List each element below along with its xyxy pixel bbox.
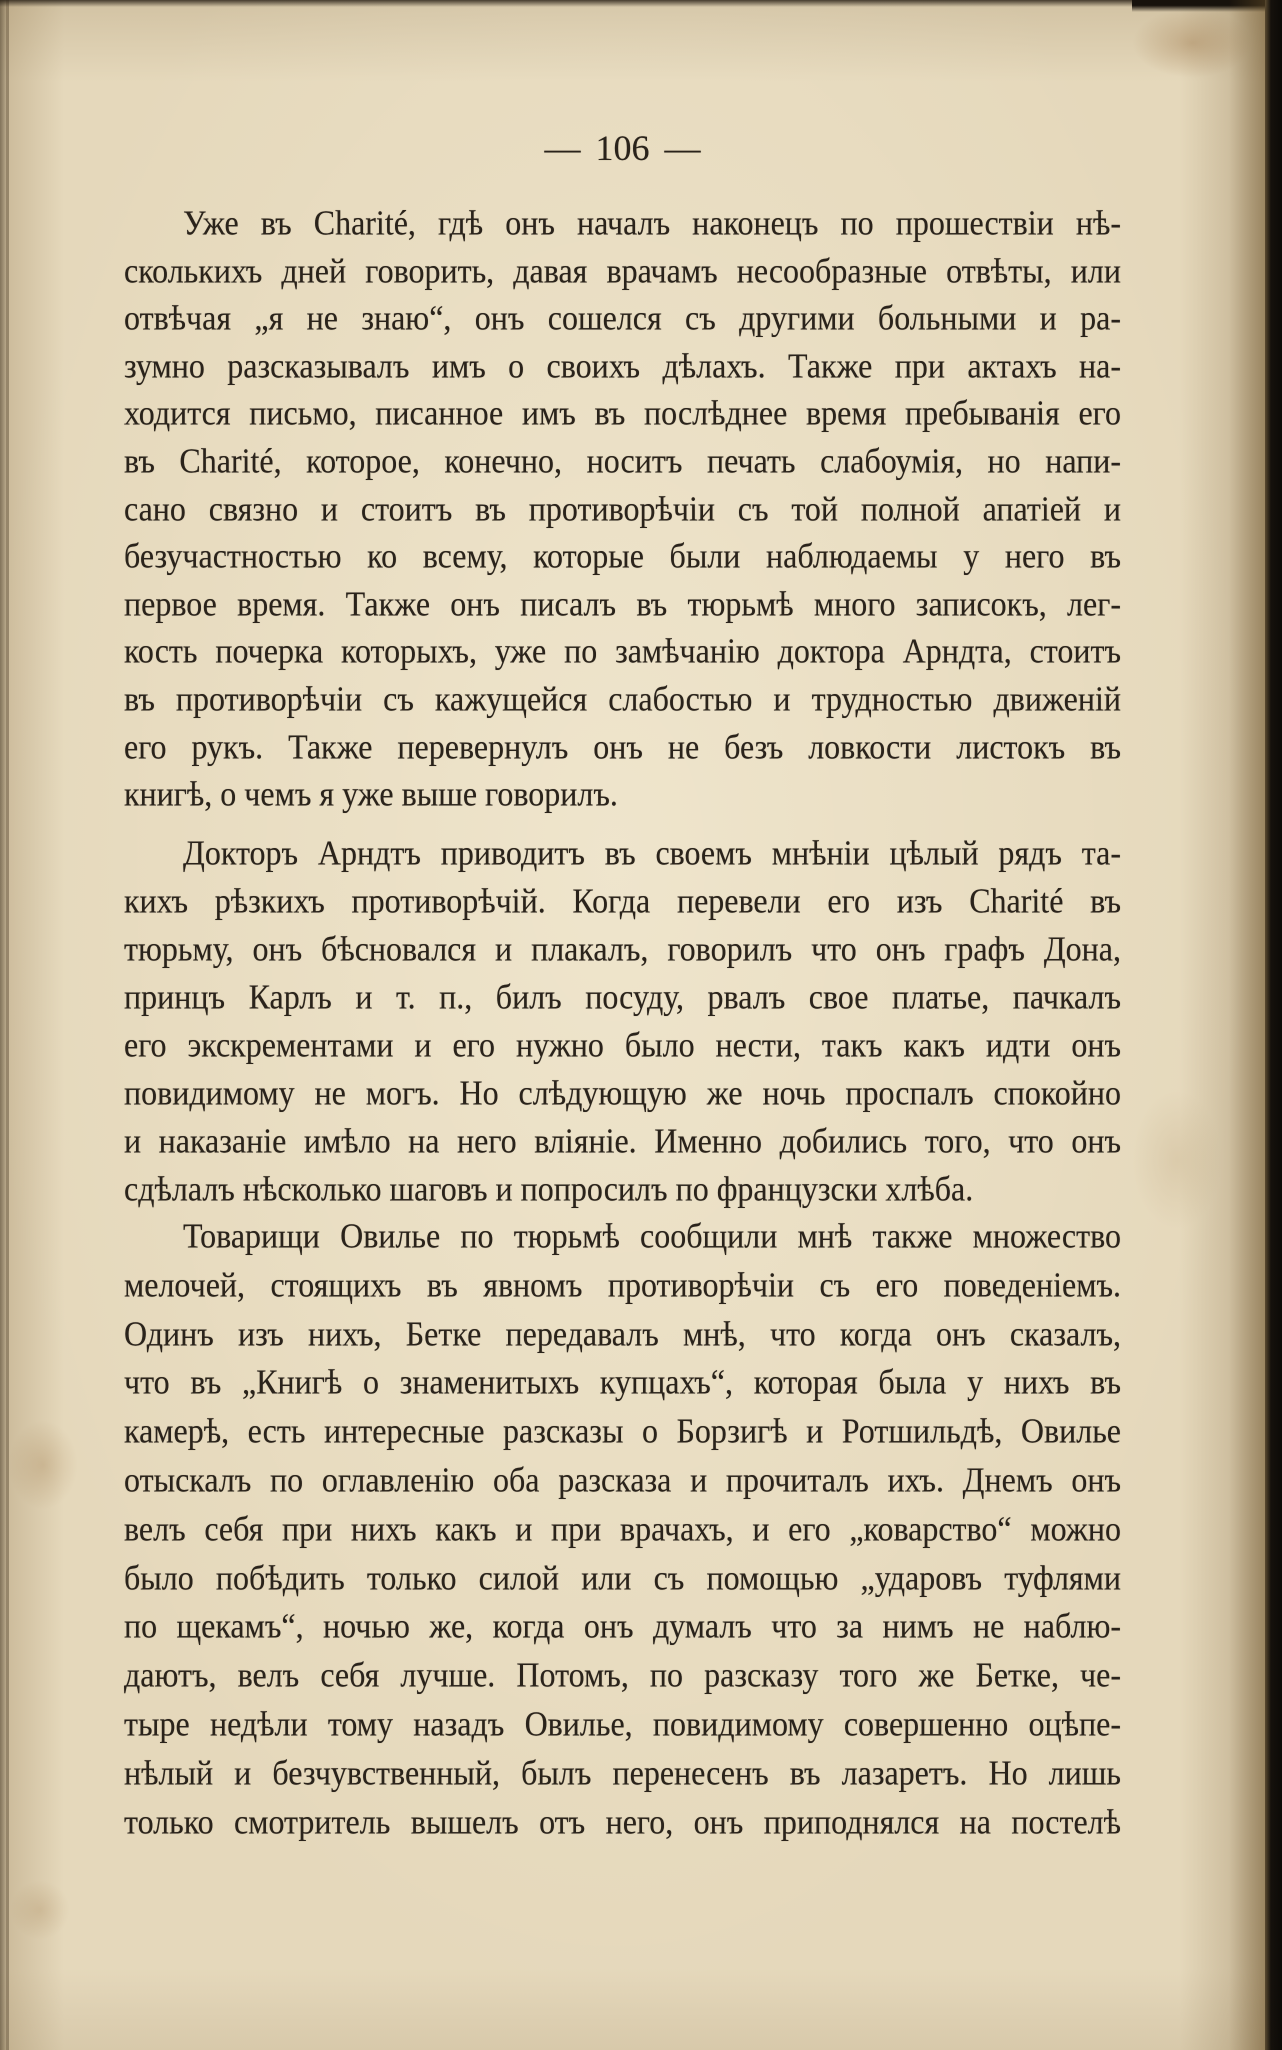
page-edge-right-shadow (1229, 0, 1265, 2050)
paper-stain (1132, 8, 1252, 78)
paragraph (124, 829, 1121, 1213)
text-line: по щекамъ“, ночью же, когда онъ думалъ что за нимъ не наблю- (124, 1606, 1121, 1646)
paragraph (124, 200, 1121, 819)
page-edge-right (1265, 0, 1282, 2050)
text-line: тыре недѣли тому назадъ Овилье, повидимому совершенно оцѣпе- (124, 1703, 1121, 1744)
paper-stain (1132, 1090, 1222, 1230)
page-number: — 106 — (544, 128, 701, 168)
text-line: книгѣ, о чемъ я уже выше говорилъ. (124, 773, 618, 814)
page-edge-top (0, 0, 1282, 7)
text-line: Докторъ Арндтъ приводитъ въ своемъ мнѣніи цѣлый рядъ та- (183, 832, 1121, 873)
text-line: его экскрементами и его нужно было нести, такъ какъ идти онъ (124, 1024, 1121, 1065)
text-line: кихъ рѣзкихъ противорѣчій. Когда перевели его изъ Charité въ (124, 880, 1121, 921)
text-line: принцъ Карлъ и т. п., билъ посуду, рвалъ свое платье, пачкалъ (124, 976, 1121, 1017)
text-line: отвѣчая „я не знаю“, онъ сошелся съ другими больными и ра- (124, 297, 1121, 338)
text-line: въ противорѣчіи съ кажущейся слабостью и трудностью движеній (124, 678, 1121, 719)
text-line: первое время. Также онъ писалъ въ тюрьмѣ много записокъ, лег- (124, 583, 1121, 623)
paragraph (124, 1212, 1121, 1846)
text-line: Товарищи Овилье по тюрьмѣ сообщили мнѣ также множество (183, 1215, 1121, 1256)
text-line: сано связно и стоитъ въ противорѣчіи съ той полной апатіей и (124, 488, 1121, 528)
text-line: Уже въ Charité, гдѣ онъ началъ наконецъ по прошествіи нѣ- (183, 202, 1121, 243)
text-line: безучастностью ко всему, которые были наблюдаемы у него въ (124, 535, 1121, 576)
text-line: камерѣ, есть интересные разсказы о Борзигѣ и Ротшильдѣ, Овилье (124, 1410, 1121, 1451)
text-line: Одинъ изъ нихъ, Бетке передавалъ мнѣ, что когда онъ сказалъ, (124, 1313, 1121, 1353)
text-line: что въ „Книгѣ о знаменитыхъ купцахъ“, которая была у нихъ въ (124, 1362, 1121, 1402)
text-line: даютъ, велъ себя лучше. Потомъ, по разсказу того же Бетке, че- (124, 1654, 1121, 1695)
text-line: повидимому не могъ. Но слѣдующую же ночь проспалъ спокойно (124, 1072, 1121, 1113)
text-line: сколькихъ дней говорить, давая врачамъ несообразные отвѣты, или (124, 250, 1121, 290)
text-line: отыскалъ по оглавленію оба разсказа и прочиталъ ихъ. Днемъ онъ (124, 1459, 1121, 1500)
text-line: его рукъ. Также перевернулъ онъ не безъ ловкости листокъ въ (124, 726, 1121, 766)
text-line: сдѣлалъ нѣсколько шаговъ и попросилъ по французски хлѣба. (124, 1168, 974, 1209)
text-line: было побѣдить только силой или съ помощью „ударовъ туфлями (124, 1557, 1121, 1597)
text-line: зумно разсказывалъ имъ о своихъ дѣлахъ. Также при актахъ на- (124, 345, 1121, 386)
text-line: тюрьму, онъ бѣсновался и плакалъ, говорилъ что онъ графъ Дона, (124, 928, 1121, 969)
text-line: въ Charité, которое, конечно, носитъ печать слабоумія, но напи- (124, 440, 1121, 481)
text-line: и наказаніе имѣло на него вліяніе. Именно добились того, что онъ (124, 1120, 1121, 1161)
text-line: только смотритель вышелъ отъ него, онъ приподнялся на постелѣ (124, 1801, 1121, 1841)
text-line: велъ себя при нихъ какъ и при врачахъ, и его „коварство“ можно (124, 1508, 1121, 1549)
text-line: кость почерка которыхъ, уже по замѣчанію доктора Арндта, стоитъ (124, 630, 1121, 671)
paper-stain (8, 1420, 78, 1510)
paper-stain (10, 1880, 70, 1940)
text-line: ходится письмо, писанное имъ въ послѣднее время пребыванія его (124, 393, 1121, 433)
page-edge-left (6, 0, 9, 2050)
text-line: мелочей, стоящихъ въ явномъ противорѣчіи съ его поведеніемъ. (124, 1264, 1121, 1305)
text-line: нѣлый и безчувственный, былъ перенесенъ въ лазаретъ. Но лишь (124, 1752, 1121, 1793)
